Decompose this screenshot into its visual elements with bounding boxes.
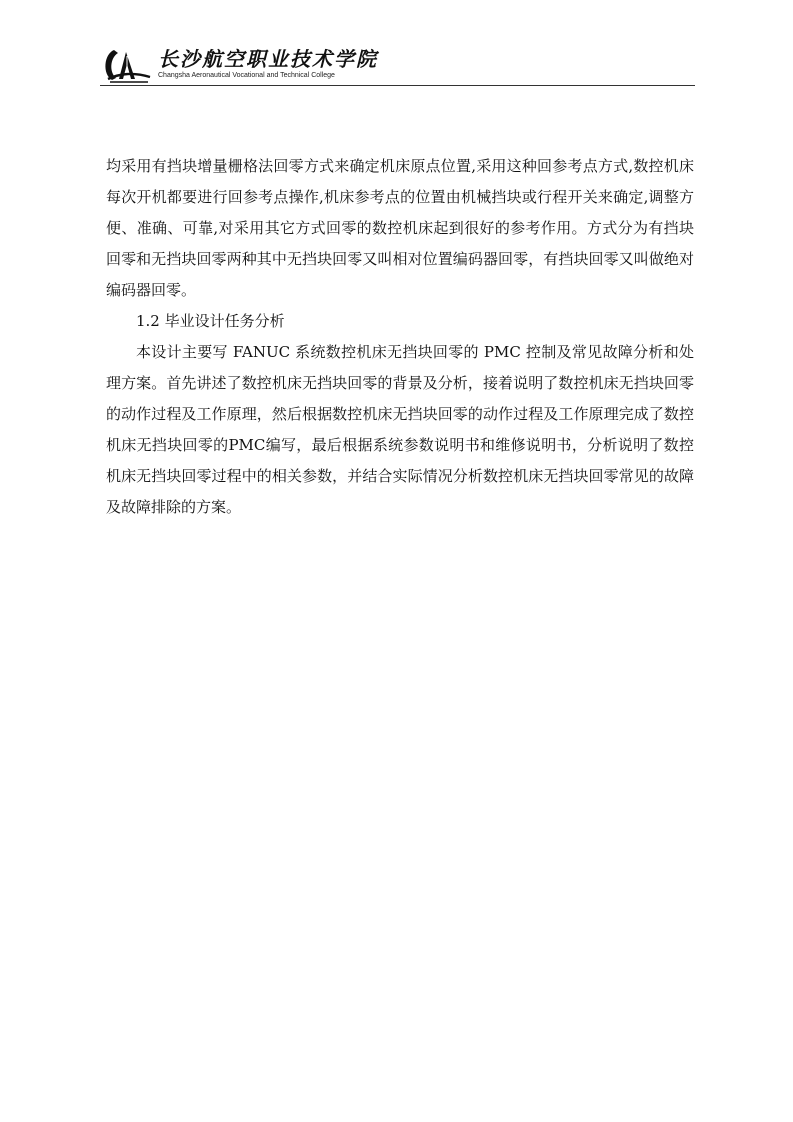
header-divider — [100, 85, 695, 86]
section-heading: 1.2 毕业设计任务分析 — [136, 312, 285, 330]
college-name-en: Changsha Aeronautical Vocational and Technical College — [158, 72, 335, 79]
paragraph-2: 本设计主要写 FANUC 系统数控机床无挡块回零的 PMC 控制及常见故障分析和处理方案。首先讲述了数控机床无挡块回零的背景及分析，接着说明了数控机床无挡块回零的动作过程及工作原理，然后根据数控机床无挡块回零的动作过程及工作原理完成了数控机床无挡块回零的PMC编写，最后根据系统参数说明书和维修说明书，分析说明了数控机床无挡块回零过程中的相关参数，并结合实际情况分析数控机床无挡块回零常见的故障及故障排除的方案。 — [106, 343, 694, 516]
college-logo-icon — [100, 46, 154, 84]
college-name-cn: 长沙航空职业技术学院 — [158, 47, 378, 71]
page-header — [100, 46, 695, 86]
paragraph-1: 均采用有挡块增量栅格法回零方式来确定机床原点位置,采用这种回参考点方式,数控机床每次开机都要进行回参考点操作,机床参考点的位置由机械挡块或行程开关来确定,调整方便、准确、可靠,对采用其它方式回零的数控机床起到很好的参考作用。方式分为有挡块回零和无挡块回零两种其中无挡块回零又叫相对位置编码器回零，有挡块回零又叫做绝对编码器回零。 — [106, 157, 694, 299]
college-name — [158, 48, 378, 80]
document-body — [106, 151, 694, 523]
